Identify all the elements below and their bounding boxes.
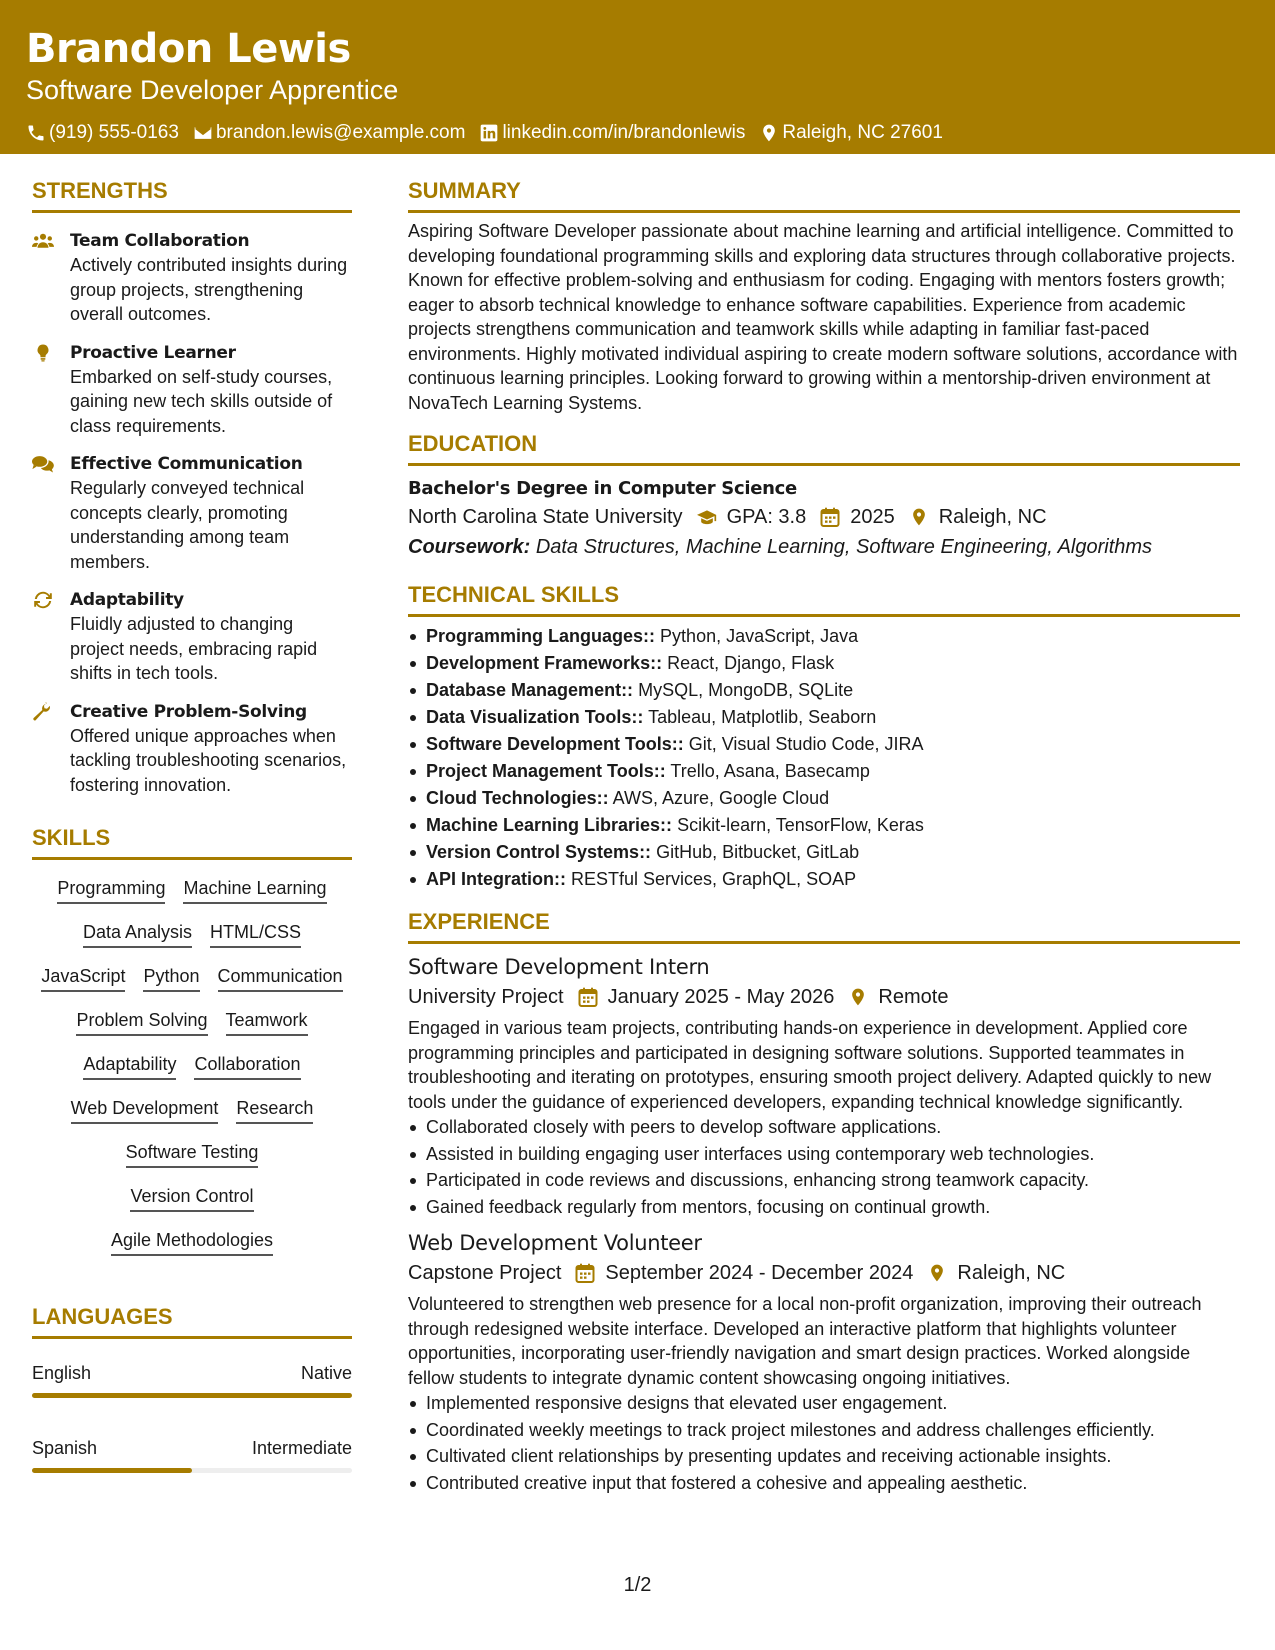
candidate-name: Brandon Lewis xyxy=(26,26,351,72)
strength-title: Creative Problem-Solving xyxy=(70,701,307,722)
skills-heading: SKILLS xyxy=(32,823,352,860)
strength-desc: Fluidly adjusted to changing project needs, embracing rapid shifts in tech tools. xyxy=(70,614,318,683)
tech-skill-item xyxy=(408,866,1240,893)
envelope-icon xyxy=(193,123,213,143)
tech-skill-item xyxy=(408,623,1240,650)
job-location: Raleigh, NC xyxy=(957,1262,1066,1284)
education-location: Raleigh, NC xyxy=(938,506,1047,528)
linkedin-icon xyxy=(479,123,499,143)
map-marker-icon xyxy=(848,987,868,1007)
job-description: Engaged in various team projects, contributing hands-on experience in development. Applied core programming principles and participated in designing software solutions. Supported teammates in troubleshooting and iterating on prototypes, ensuring smooth project delivery. Adapted quickly to new tools under the guidance of experienced developers, expanding technical knowledge significantly. xyxy=(408,1018,1212,1112)
tech-skill-label: Version Control Systems:: xyxy=(426,842,652,862)
experience-entry xyxy=(408,1228,1240,1496)
job-bullets xyxy=(408,1390,1240,1496)
strength-title: Proactive Learner xyxy=(70,342,236,363)
language-name: English xyxy=(32,1363,92,1383)
language-bar-fill xyxy=(32,1468,192,1473)
job-bullet: Collaborated closely with peers to develop software applications. xyxy=(408,1114,1240,1141)
contact-linkedin[interactable] xyxy=(479,122,745,144)
job-meta xyxy=(408,1258,1240,1288)
contact-location xyxy=(759,122,943,144)
coursework-list: Data Structures, Machine Learning, Software Engineering, Algorithms xyxy=(535,536,1153,558)
strength-desc: Regularly conveyed technical concepts clearly, promoting understanding among team members. xyxy=(70,478,305,572)
summary-text: Aspiring Software Developer passionate about machine learning and artificial intelligence. Committed to developing foundational programming skills and exploring data structures through collaborative projects. Known for effective problem-solving and enthusiasm for coding. Engaging with mentors fosters growth; eager to absorb technical knowledge to enhance software capabilities. Experience from academic projects strengthens communication and teamwork skills while adapting in familiar fast-paced environments. Highly motivated individual aspiring to create modern software solutions, accordance with continuous learning principles. Looking forward to growing within a mentorship-driven environment at NovaTech Learning Systems. xyxy=(408,221,1238,413)
tech-skill-item xyxy=(408,785,1240,812)
languages-list xyxy=(32,1361,352,1473)
tech-skill-item xyxy=(408,758,1240,785)
language-bar-fill xyxy=(32,1393,352,1398)
job-description: Volunteered to strengthen web presence for a local non-profit organization, improving their outreach through redesigned website interface. Developed an interactive platform that highlights volunteer opportunities, incorporating user-friendly navigation and smart design practices. Worked alongside fellow students to integrate dynamic content showcasing ongoing initiatives. xyxy=(408,1294,1202,1388)
summary-heading: SUMMARY xyxy=(408,176,1240,213)
tech-skill-value: MySQL, MongoDB, SQLite xyxy=(638,680,854,700)
graduation-cap-icon xyxy=(697,507,717,527)
strength-desc: Embarked on self-study courses, gaining new tech skills outside of class requirements. xyxy=(70,366,333,436)
contact-email[interactable] xyxy=(193,122,466,144)
language-level: Native xyxy=(300,1363,352,1383)
skill-tag: Problem Solving xyxy=(76,1008,207,1036)
tech-skill-value: Tableau, Matplotlib, Seaborn xyxy=(648,707,877,727)
job-bullet: Participated in code reviews and discussions, enhancing strong teamwork capacity. xyxy=(408,1167,1240,1194)
strength-title: Effective Communication xyxy=(70,454,303,474)
strength-desc: Actively contributed insights during group projects, strengthening overall outcomes. xyxy=(70,255,348,324)
phone-text: (919) 555-0163 xyxy=(49,122,179,143)
tech-skill-item xyxy=(408,704,1240,731)
skill-tag: Machine Learning xyxy=(183,876,326,904)
tech-skill-item xyxy=(408,731,1240,758)
tech-skill-value: React, Django, Flask xyxy=(667,653,835,673)
tech-skill-label: API Integration:: xyxy=(426,869,566,889)
tech-skill-item xyxy=(408,677,1240,704)
skill-tag: Data Analysis xyxy=(83,920,192,948)
phone-icon xyxy=(26,123,46,143)
language-level: Intermediate xyxy=(251,1438,352,1458)
map-marker-icon xyxy=(927,1263,947,1283)
skill-tag: Adaptability xyxy=(83,1052,176,1080)
tech-skill-value: Trello, Asana, Basecamp xyxy=(670,761,870,781)
job-bullet: Gained feedback regularly from mentors, focusing on continual growth. xyxy=(408,1194,1240,1221)
degree-title: Bachelor's Degree in Computer Science xyxy=(408,478,797,499)
comments-icon xyxy=(32,454,54,474)
contact-bar xyxy=(26,122,1249,144)
job-bullet: Assisted in building engaging user interfaces using contemporary web technologies. xyxy=(408,1141,1240,1168)
map-marker-icon xyxy=(909,507,929,527)
tech-skill-label: Project Management Tools:: xyxy=(426,761,666,781)
tech-skill-label: Software Development Tools:: xyxy=(426,734,684,754)
calendar-icon xyxy=(820,507,840,527)
tech-skill-label: Development Frameworks:: xyxy=(426,653,663,673)
strengths-list xyxy=(32,229,352,797)
strength-item xyxy=(32,341,352,439)
map-marker-icon xyxy=(759,123,779,143)
tech-skill-value: RESTful Services, GraphQL, SOAP xyxy=(571,869,857,889)
linkedin-text[interactable]: linkedin.com/in/brandonlewis xyxy=(502,122,746,143)
skill-tag: Software Testing xyxy=(126,1140,259,1168)
candidate-role: Software Developer Apprentice xyxy=(26,75,399,105)
tech-skill-item xyxy=(408,812,1240,839)
skill-tag: Teamwork xyxy=(226,1008,308,1036)
education-meta xyxy=(408,502,1240,532)
tech-skill-item xyxy=(408,650,1240,677)
job-title: Software Development Intern xyxy=(408,955,710,979)
contact-phone xyxy=(26,122,179,144)
strength-title: Team Collaboration xyxy=(70,231,250,251)
language-bar xyxy=(32,1393,352,1398)
job-bullet: Cultivated client relationships by presenting updates and receiving actionable insights. xyxy=(408,1443,1240,1470)
graduation-year: 2025 xyxy=(850,506,895,528)
job-meta xyxy=(408,982,1240,1012)
skill-tag: Collaboration xyxy=(194,1052,300,1080)
tech-skill-label: Database Management:: xyxy=(426,680,634,700)
technical-skills-list xyxy=(408,623,1240,893)
skill-tag: Research xyxy=(236,1096,313,1124)
skill-tag: Web Development xyxy=(71,1096,219,1124)
job-dates: January 2025 - May 2026 xyxy=(607,986,835,1008)
language-row xyxy=(32,1436,352,1460)
languages-heading: LANGUAGES xyxy=(32,1302,352,1339)
tech-skill-value: GitHub, Bitbucket, GitLab xyxy=(656,842,860,862)
experience-entry xyxy=(408,952,1240,1220)
strength-title: Adaptability xyxy=(70,590,184,610)
skill-tag: Communication xyxy=(218,964,343,992)
strength-item xyxy=(32,700,352,798)
skill-tag: Version Control xyxy=(130,1184,253,1212)
tech-skill-item xyxy=(408,839,1240,866)
job-location: Remote xyxy=(878,986,949,1008)
skills-list xyxy=(32,860,352,1266)
page-number: 1/2 xyxy=(623,1574,652,1596)
left-column xyxy=(32,176,352,1473)
job-bullet: Coordinated weekly meetings to track project milestones and address challenges efficiently. xyxy=(408,1417,1240,1444)
job-bullet: Contributed creative input that fostered a cohesive and appealing aesthetic. xyxy=(408,1470,1240,1497)
tech-skill-label: Data Visualization Tools:: xyxy=(426,707,644,727)
strength-item xyxy=(32,229,352,327)
school-name: North Carolina State University xyxy=(408,506,683,528)
calendar-icon xyxy=(578,987,598,1007)
tech-skill-label: Cloud Technologies:: xyxy=(426,788,609,808)
skill-tag: HTML/CSS xyxy=(210,920,301,948)
users-icon xyxy=(32,231,54,251)
lightbulb-icon xyxy=(32,343,54,363)
coursework xyxy=(408,532,1240,562)
resume-header xyxy=(0,0,1275,154)
coursework-label: Coursework: xyxy=(408,536,531,558)
experience-heading: EXPERIENCE xyxy=(408,907,1240,944)
gpa-text: GPA: 3.8 xyxy=(726,506,807,528)
right-column xyxy=(408,176,1240,1496)
technical-skills-heading: TECHNICAL SKILLS xyxy=(408,580,1240,617)
location-text: Raleigh, NC 27601 xyxy=(782,122,943,143)
education-heading: EDUCATION xyxy=(408,429,1240,466)
job-bullets xyxy=(408,1114,1240,1220)
wrench-icon xyxy=(32,702,54,722)
language-bar xyxy=(32,1468,352,1473)
job-org: Capstone Project xyxy=(408,1262,562,1284)
strength-desc: Offered unique approaches when tackling troubleshooting scenarios, fostering innovation. xyxy=(70,725,347,795)
job-title: Web Development Volunteer xyxy=(408,1231,702,1255)
tech-skill-value: AWS, Azure, Google Cloud xyxy=(612,788,830,808)
sync-icon xyxy=(32,590,54,610)
tech-skill-value: Git, Visual Studio Code, JIRA xyxy=(688,734,924,754)
skill-tag: Agile Methodologies xyxy=(111,1228,273,1256)
language-row xyxy=(32,1361,352,1385)
job-dates: September 2024 - December 2024 xyxy=(605,1262,914,1284)
strength-item xyxy=(32,588,352,686)
strength-item xyxy=(32,452,352,574)
skill-tag: Programming xyxy=(57,876,165,904)
job-bullet: Implemented responsive designs that elevated user engagement. xyxy=(408,1390,1240,1417)
tech-skill-value: Scikit-learn, TensorFlow, Keras xyxy=(677,815,924,835)
tech-skill-label: Programming Languages:: xyxy=(426,626,656,646)
skill-tag: Python xyxy=(143,964,199,992)
skill-tag: JavaScript xyxy=(41,964,125,992)
calendar-icon xyxy=(575,1263,595,1283)
email-text[interactable]: brandon.lewis@example.com xyxy=(215,122,466,143)
language-name: Spanish xyxy=(32,1438,98,1458)
strengths-heading: STRENGTHS xyxy=(32,176,352,213)
tech-skill-value: Python, JavaScript, Java xyxy=(660,626,859,646)
job-org: University Project xyxy=(408,986,564,1008)
tech-skill-label: Machine Learning Libraries:: xyxy=(426,815,673,835)
